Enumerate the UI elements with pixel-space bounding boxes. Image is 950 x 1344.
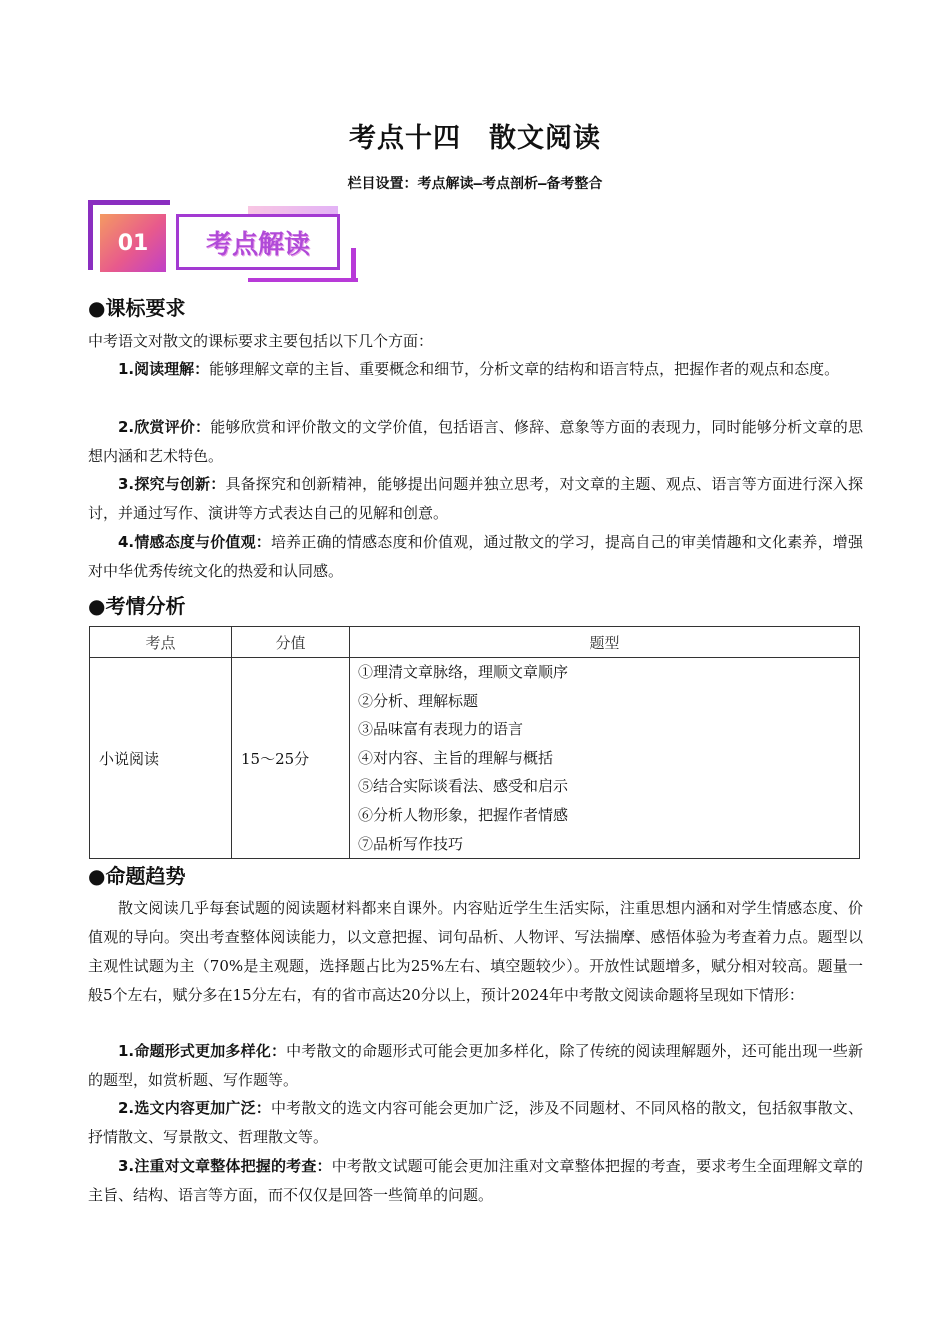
item-text: 具备探究和创新精神，能够提出问题并独立思考，对文章的主题、观点、语言等方面进行深入探讨，并通过写作、演讲等方式表达自己的见解和创意。 (88, 475, 863, 522)
column-header: 分值 (232, 627, 350, 658)
curriculum-item (88, 528, 863, 586)
item-title: 1.阅读理解： (118, 360, 210, 378)
item-title: 2.选文内容更加广泛： (118, 1099, 271, 1117)
banner-decoration (88, 200, 93, 270)
question-type: ⑦品析写作技巧 (358, 834, 464, 853)
item-text: 培养正确的情感态度和价值观，通过散文的学习，提高自己的审美情趣和文化素养，增强对中华优秀传统文化的热爱和认同感。 (88, 533, 863, 580)
column-header: 题型 (350, 627, 860, 658)
item-title: 3.注重对文章整体把握的考查： (118, 1157, 332, 1175)
trend-item (88, 1152, 863, 1210)
item-text: 能够理解文章的主旨、重要概念和细节，分析文章的结构和语言特点，把握作者的观点和态度。 (209, 360, 840, 378)
banner-number: 01 (100, 214, 166, 272)
item-text: 中考散文的命题形式可能会更加多样化，除了传统的阅读理解题外，还可能出现一些新的题型，如赏析题、写作题等。 (88, 1042, 863, 1089)
item-text: 中考散文的选文内容可能会更加广泛，涉及不同题材、不同风格的散文，包括叙事散文、抒情散文、写景散文、哲理散文等。 (88, 1099, 863, 1146)
section-banner (88, 200, 358, 284)
page-title: 考点十四 散文阅读 (349, 123, 601, 154)
banner-label: 考点解读 (205, 229, 310, 260)
banner-decoration (88, 200, 170, 205)
item-title: 1.命题形式更加多样化： (118, 1042, 287, 1060)
section-heading-trends: ●命题趋势 (88, 864, 186, 888)
table-cell-score: 15～25分 (232, 658, 350, 859)
question-type: ⑤结合实际谈看法、感受和启示 (358, 777, 569, 796)
item-text: 中考散文试题可能会更加注重对文章整体把握的考查，要求考生全面理解文章的主旨、结构、语言等方面，而不仅仅是回答一些简单的问题。 (88, 1157, 863, 1204)
table-cell-types (350, 658, 860, 859)
item-text: 能够欣赏和评价散文的文学价值，包括语言、修辞、意象等方面的表现力，同时能够分析文章的思想内涵和艺术特色。 (88, 418, 863, 465)
question-type: ③品味富有表现力的语言 (358, 720, 524, 739)
trend-item (88, 1037, 863, 1095)
item-title: 4.情感态度与价值观： (118, 533, 271, 551)
column-header: 考点 (90, 627, 232, 658)
banner-label-box (176, 214, 340, 270)
trend-item (88, 1094, 863, 1152)
curriculum-item (88, 413, 863, 471)
question-type: ②分析、理解标题 (358, 691, 479, 710)
item-title: 2.欣赏评价： (118, 418, 211, 436)
table-cell-point: 小说阅读 (90, 658, 232, 859)
column-setting-subtitle: 栏目设置：考点解读—考点剖析—备考整合 (347, 176, 603, 192)
table-row (90, 658, 860, 859)
trends-intro: 散文阅读几乎每套试题的阅读题材料都来自课外。内容贴近学生生活实际，注重思想内涵和对学生情感态度、价值观的导向。突出考查整体阅读能力，以文意把握、词句品析、人物评、写法揣摩、感悟体验为考查着力点。题型以主观性试题为主（70%是主观题，选择题占比为25%左右、填空题较少）。开放性试题增多，赋分相对较高。题量一般5个左右，赋分多在15分左右，有的省市高达20分以上，预计2024年中考散文阅读命题将呈现如下情形： (88, 899, 863, 1004)
exam-analysis-table (89, 626, 860, 859)
curriculum-item (88, 355, 863, 384)
banner-decoration (248, 278, 358, 282)
item-title: 3.探究与创新： (118, 475, 226, 493)
question-type: ①理清文章脉络，理顺文章顺序 (358, 663, 569, 681)
curriculum-item (88, 470, 863, 528)
section-heading-curriculum: ●课标要求 (88, 296, 186, 320)
curriculum-intro: 中考语文对散文的课标要求主要包括以下几个方面： (88, 332, 434, 350)
question-type: ⑥分析人物形象，把握作者情感 (358, 805, 569, 824)
section-heading-analysis: ●考情分析 (88, 594, 186, 618)
banner-decoration (351, 248, 356, 282)
table-header-row (90, 627, 860, 658)
question-type: ④对内容、主旨的理解与概括 (358, 748, 554, 767)
